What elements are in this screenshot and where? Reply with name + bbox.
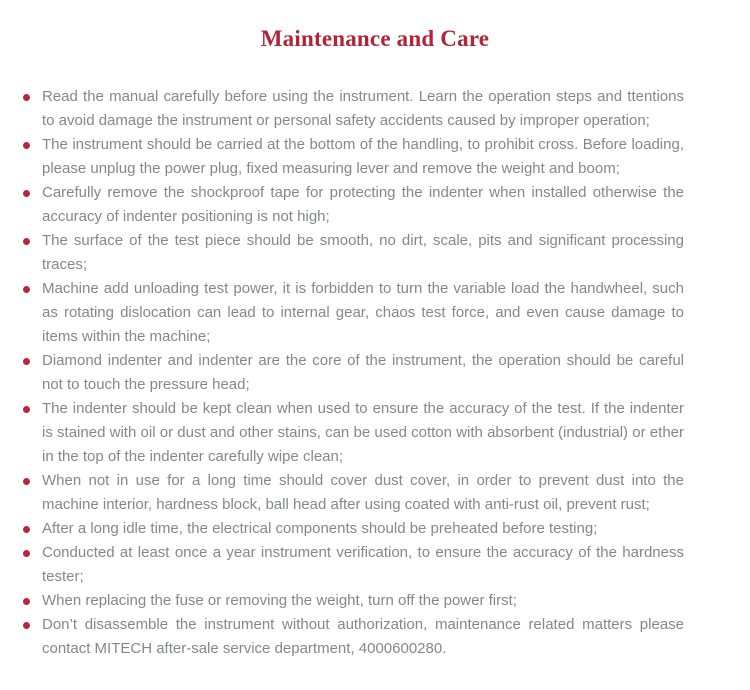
page-title: Maintenance and Care — [260, 26, 490, 51]
list-item — [22, 613, 684, 661]
list-item — [22, 397, 684, 469]
list-item-text: After a long idle time, the electrical components should be preheated before testing; — [42, 520, 598, 537]
list-item — [22, 133, 684, 181]
bullet-icon — [23, 598, 30, 605]
list-item — [22, 589, 684, 613]
list-item — [22, 349, 684, 397]
bullet-icon — [23, 190, 30, 197]
list-item — [22, 277, 684, 349]
bullet-icon — [23, 478, 30, 485]
list-item-text: Carefully remove the shockproof tape for protecting the indenter when installed otherwise the accuracy of indenter positioning is not high; — [42, 184, 684, 225]
list-item-text: Diamond indenter and indenter are the core of the instrument, the operation should be careful not to touch the pressure head; — [42, 352, 684, 393]
list-item — [22, 469, 684, 517]
bullet-icon — [23, 526, 30, 533]
bullet-icon — [23, 550, 30, 557]
list-item-text: Machine add unloading test power, it is forbidden to turn the variable load the handwheel, such as rotating dislocation can lead to internal gear, chaos test force, and even cause damage to items within the machine; — [42, 280, 684, 345]
bullet-icon — [23, 622, 30, 629]
list-item — [22, 229, 684, 277]
list-item — [22, 85, 684, 133]
list-item-text: Don’t disassemble the instrument without authorization, maintenance related matters please contact MITECH after-sale service department, 4000600280. — [42, 616, 684, 657]
list-item-text: The instrument should be carried at the bottom of the handling, to prohibit cross. Before loading, please unplug the power plug, fixed measuring lever and remove the weight and boom; — [42, 136, 684, 177]
list-item-text: The surface of the test piece should be smooth, no dirt, scale, pits and significant processing traces; — [42, 232, 684, 273]
maintenance-list — [0, 85, 706, 661]
bullet-icon — [23, 94, 30, 101]
list-item-text: The indenter should be kept clean when used to ensure the accuracy of the test. If the indenter is stained with oil or dust and other stains, can be used cotton with absorbent (industrial) or ether in the top of the indenter carefully wipe clean; — [42, 400, 684, 465]
bullet-icon — [23, 142, 30, 149]
list-item-text: Conducted at least once a year instrument verification, to ensure the accuracy of the hardness tester; — [42, 544, 684, 585]
list-item — [22, 517, 684, 541]
bullet-icon — [23, 358, 30, 365]
list-item-text: Read the manual carefully before using the instrument. Learn the operation steps and ttentions to avoid damage the instrument or personal safety accidents caused by improper operation; — [42, 88, 684, 129]
list-item-text: When not in use for a long time should cover dust cover, in order to prevent dust into the machine interior, hardness block, ball head after using coated with anti-rust oil, prevent rust; — [42, 472, 684, 513]
list-item-text: When replacing the fuse or removing the weight, turn off the power first; — [42, 592, 517, 609]
bullet-icon — [23, 238, 30, 245]
list-item — [22, 181, 684, 229]
bullet-icon — [23, 286, 30, 293]
bullet-icon — [23, 406, 30, 413]
list-item — [22, 541, 684, 589]
